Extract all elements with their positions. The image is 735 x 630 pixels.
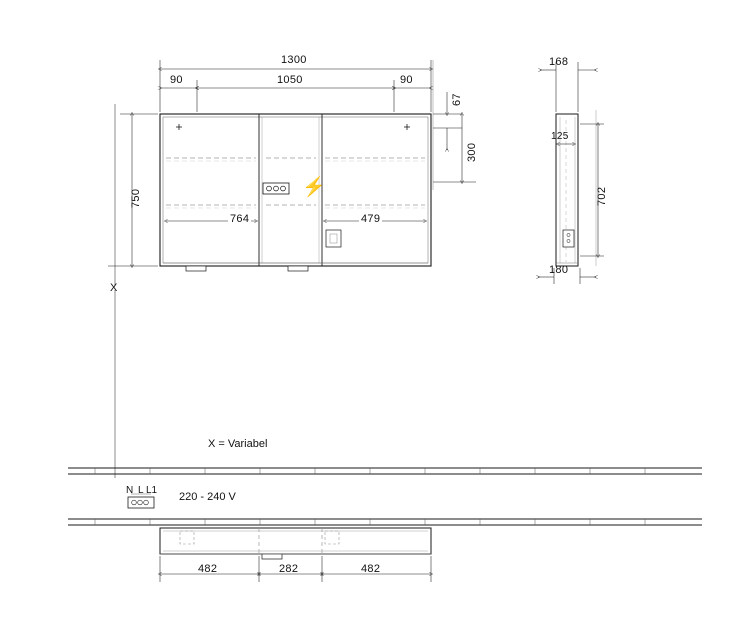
dim-plan-center-segment: 282: [279, 563, 299, 575]
dim-inner-depth: 125: [551, 131, 569, 142]
dim-left-door-width: 764: [230, 213, 250, 225]
dim-depth-bottom: 180: [549, 264, 569, 276]
terminal-l1-label: L1: [146, 485, 158, 496]
variable-note: X = Variabel: [208, 438, 268, 450]
dim-depth-top: 168: [549, 56, 569, 68]
dim-inner-width: 1050: [277, 74, 303, 86]
dim-right-offset: 90: [400, 74, 413, 86]
terminal-l-label: L: [138, 485, 144, 496]
dim-side-height: 702: [596, 186, 608, 206]
electrical-bolt-icon: ⚡: [302, 177, 326, 198]
dim-plan-left-segment: 482: [198, 563, 218, 575]
voltage-note: 220 - 240 V: [179, 491, 236, 503]
dim-overall-width: 1300: [281, 54, 307, 66]
wall-section-geometry: [68, 468, 702, 525]
dim-left-offset: 90: [170, 74, 183, 86]
dim-right-door-width: 479: [361, 213, 381, 225]
terminal-n-label: N: [126, 485, 134, 496]
x-marker-label: X: [110, 282, 118, 294]
plan-view-geometry: [160, 528, 431, 559]
dim-top-offset: 67: [451, 93, 463, 106]
front-view-geometry: [160, 114, 431, 271]
dim-overall-height: 750: [130, 188, 142, 208]
dim-shelf-height: 300: [466, 142, 478, 162]
dim-plan-right-segment: 482: [361, 563, 381, 575]
